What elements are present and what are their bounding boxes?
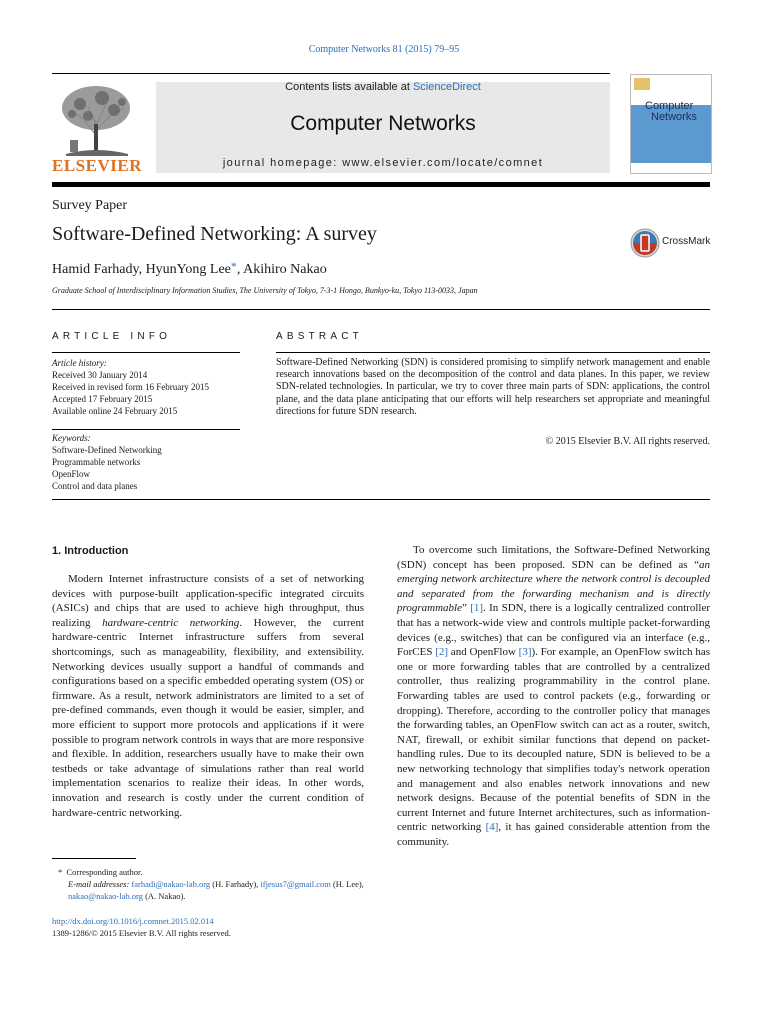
keyword-item: OpenFlow — [52, 469, 90, 479]
abstract-heading: ABSTRACT — [276, 331, 363, 342]
affiliation-rule — [52, 309, 710, 310]
intro-text: and OpenFlow — [448, 646, 519, 659]
email-link[interactable]: farhadi@nakao-lab.org — [131, 879, 211, 889]
abstract-bottom-rule — [52, 499, 710, 500]
footnote-mark: * — [58, 867, 63, 877]
doi-block — [52, 915, 372, 939]
affiliation: Graduate School of Interdisciplinary Information Studies, The University of Tokyo, 7-3-1 Hongo, Bunkyo-ku, Tokyo 113-0033, Japan — [52, 286, 478, 295]
history-accepted: Accepted 17 February 2015 — [52, 394, 153, 404]
keyword-item: Programmable networks — [52, 457, 141, 467]
intro-text: ). For example, an OpenFlow switch has one or more forwarding tables that are controlled by a centralized controller, thus realizing programmability in the control plane. Forwarding tables are used to control packets (e.g., forwarding or dropping). Therefore, according to the controller policy that manages the forwarding tables, an OpenFlow switch can act as a router, switch, NAT, firewall, or exhibit similar functions that depend on packet-handling rules. Due to its decoupled nature, SDN is believed to be a new networking technology that simplifies today's network operation and management and also enables network innovations and new network designs. Because of the potential benefits of SDN in the current Internet and future Internet architectures, such as information-centric networking — [397, 646, 710, 834]
email-label: E-mail addresses: — [68, 879, 130, 889]
history-online: Available online 24 February 2015 — [52, 406, 178, 416]
footnote-emails — [52, 878, 372, 902]
reference-link[interactable]: [2] — [435, 646, 449, 659]
footnote-corresponding-text: Corresponding author. — [66, 867, 143, 877]
sciencedirect-link[interactable]: ScienceDirect — [412, 81, 481, 93]
contents-available-line — [156, 81, 610, 93]
abstract-copyright: © 2015 Elsevier B.V. All rights reserved. — [545, 436, 710, 447]
footnote-corresponding — [52, 866, 372, 878]
body-column-left — [52, 572, 364, 820]
history-revised: Received in revised form 16 February 2015 — [52, 382, 209, 392]
email-owner: (H. Farhady), — [210, 879, 261, 889]
email-link[interactable]: nakao@nakao-lab.org — [68, 891, 143, 901]
email-owner: (H. Lee), — [330, 879, 364, 889]
cover-title — [645, 101, 697, 123]
journal-homepage[interactable]: journal homepage: www.elsevier.com/locate/comnet — [222, 157, 544, 169]
abstract-rule — [276, 352, 710, 353]
article-info-rule — [52, 352, 240, 353]
reference-link[interactable]: [3] — [518, 646, 532, 659]
article-history — [52, 357, 252, 417]
crossmark-icon[interactable] — [630, 228, 662, 258]
crossmark-label[interactable]: CrossMark — [662, 236, 711, 247]
authors-last: , Akihiro Nakao — [236, 262, 327, 277]
intro-text: . However, the current hardware-centric Internet infrastructure suffers from several shortcomings, such as manageability, flexibility, and extensibility. Networking devices usually support a handful of commands and configurations based on a specific embedded operating system (OS) or firmware. As a result, network administrators are limited to a set of pre-defined commands, even though it would be easier, simpler, and more efficient to support more protocols and applications if it were possible to program network controls in ways that are more responsive and flexible. In addition, researchers usually have to make their own testbeds or take advantage of simulations rather than real world implementation scenarios to realize their ideas. In other words, innovation and research is costly under the current condition of hardware-centric networking. — [52, 616, 364, 819]
email-link[interactable]: ifjesus7@gmail.com — [260, 879, 331, 889]
cover-mini-logo — [634, 78, 650, 90]
paper-title: Software-Defined Networking: A survey — [52, 223, 377, 245]
history-received: Received 30 January 2014 — [52, 370, 148, 380]
corresponding-author-mark[interactable]: * — [230, 259, 237, 273]
contents-prefix: Contents lists available at — [285, 81, 413, 93]
keyword-item: Control and data planes — [52, 481, 138, 491]
intro-text: To overcome such limitations, the Software-Defined Networking (SDN) concept has been proposed. SDN can be defined as “ — [397, 544, 710, 571]
sdn-definition-quote: an emerging network architecture where the network control is decoupled and separated from the forwarding mechanism and is directly programmable — [397, 558, 710, 615]
cover-title-line2: Networks — [651, 111, 697, 123]
keywords-rule — [52, 429, 240, 430]
paper-type: Survey Paper — [52, 198, 128, 213]
keyword-item: Software-Defined Networking — [52, 445, 162, 455]
history-heading: Article history: — [52, 358, 107, 368]
body-column-right — [397, 543, 710, 849]
intro-text: . In SDN, there is a logically centralized controller that has a network-wide view and controls multiple packet-forwarding devices (e.g., switches) that can be configured via an interface (e.g., ForCES — [397, 602, 710, 659]
journal-title: Computer Networks — [290, 112, 476, 135]
journal-cover-thumbnail[interactable] — [630, 74, 712, 174]
reference-link[interactable]: [1] — [470, 602, 484, 615]
cover-title-line1: Computer — [645, 100, 694, 112]
author-list — [52, 259, 327, 278]
email-owner: (A. Nakao). — [142, 891, 186, 901]
intro-emphasis: hardware-centric networking — [102, 616, 240, 629]
header-top-rule — [52, 73, 610, 74]
issn-copyright: 1389-1286/© 2015 Elsevier B.V. All rights reserved. — [52, 928, 231, 938]
doi-link[interactable]: http://dx.doi.org/10.1016/j.comnet.2015.02.014 — [52, 916, 214, 926]
intro-text: ” — [461, 602, 471, 615]
intro-text: , it has gained considerable attention from the community. — [397, 821, 710, 848]
abstract-text: Software-Defined Networking (SDN) is considered promising to simplify network management and enable research innovations based on the decomposition of the control and data planes. In this paper, we review SDN-related technologies. In particular, we try to cover three main parts of SDN: applications, the control plane, and the data plane anticipating that our efforts will help researchers set appropriate and meaningful directions for future SDN research. — [276, 357, 710, 417]
header-bottom-rule — [52, 182, 710, 187]
intro-text: Modern Internet infrastructure consists of a set of networking devices with purpose-built application-specific integrated circuits (ASICs) and chips that are used to achieve high throughput, thus realizing — [52, 573, 364, 629]
keywords — [52, 432, 252, 492]
article-info-heading: ARTICLE INFO — [52, 331, 172, 342]
keywords-heading: Keywords: — [52, 433, 91, 443]
section-heading-introduction: 1. Introduction — [52, 545, 129, 557]
footnote-rule — [52, 858, 136, 859]
authors-first: Hamid Farhady, HyunYong Lee — [52, 262, 231, 277]
footnote — [52, 866, 372, 902]
elsevier-wordmark: ELSEVIER — [52, 156, 142, 175]
journal-citation[interactable]: Computer Networks 81 (2015) 79–95 — [308, 44, 460, 55]
reference-link[interactable]: [4] — [485, 821, 499, 834]
